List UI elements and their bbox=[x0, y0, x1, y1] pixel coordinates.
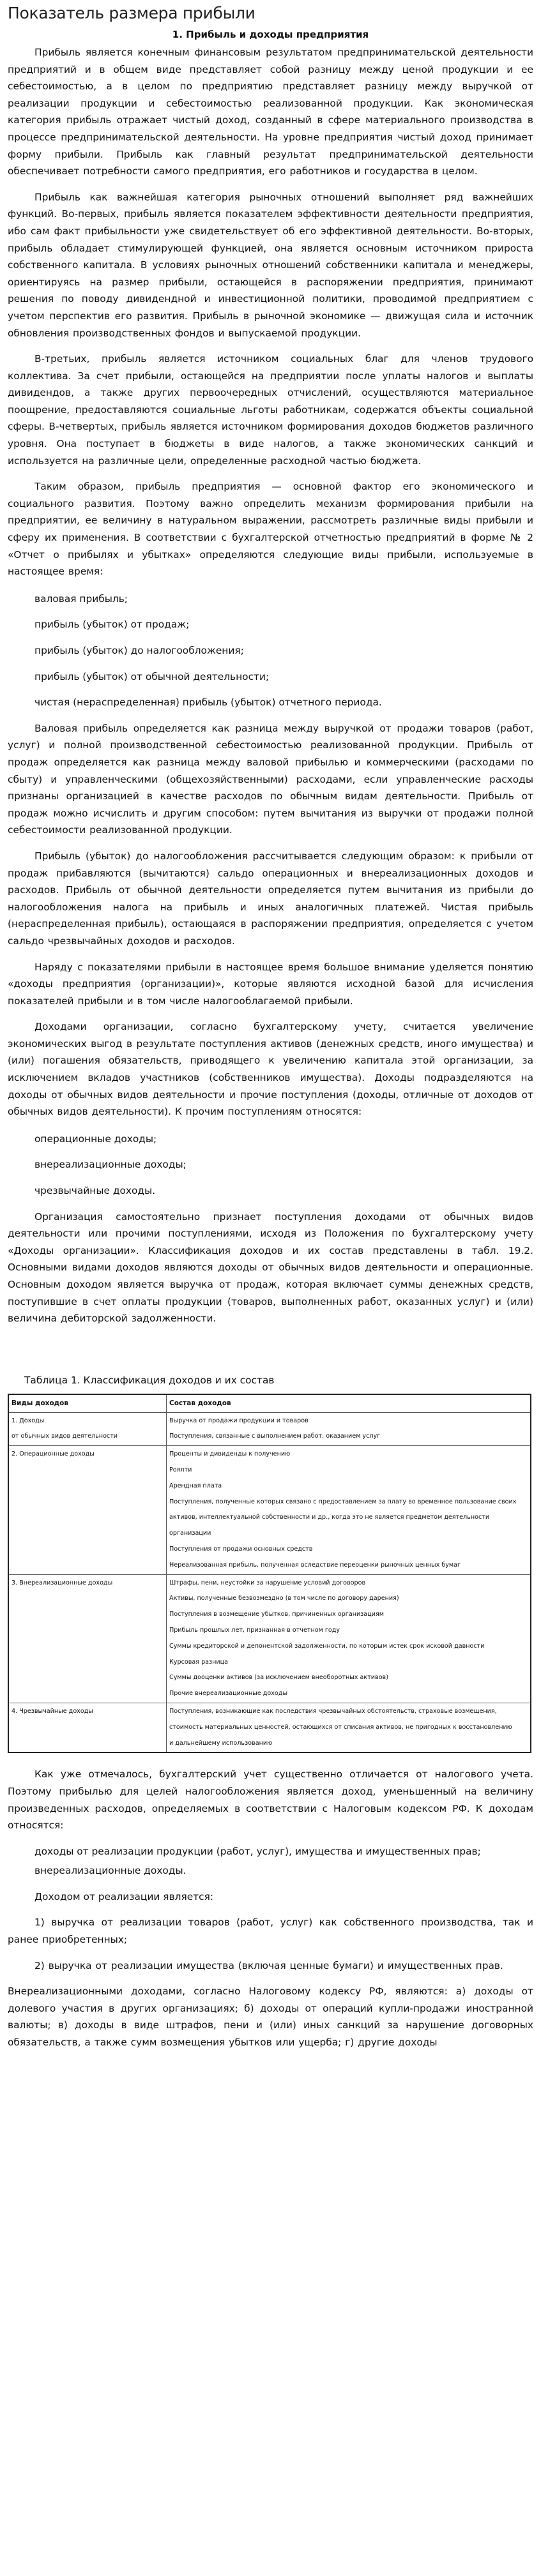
paragraph: Прибыль (убыток) до налогообложения рассчитывается следующим образом: к прибыли от продаж прибавляются (вычитаются) сальдо операционных и внереализационных доходов и расходов. Прибыль от обычной деятельности определяется путем вычитания из прибыли до налогообложения налога на прибыль и иных аналогичных платежей. Чистая прибыль (нераспределенная прибыль), остающаяся в распоряжении предприятия, определяется с учетом сальдо чрезвычайных доходов и расходов. bbox=[8, 850, 533, 947]
column-header: Виды доходов bbox=[8, 1394, 167, 1412]
list-item: внереализационные доходы. bbox=[34, 1865, 187, 1877]
table-row bbox=[8, 1574, 531, 1703]
cell-text: Поступления от продажи основных средств bbox=[169, 1545, 313, 1553]
table-caption: Таблица 1. Классификация доходов и их состав bbox=[24, 1374, 275, 1386]
income-type-cell bbox=[8, 1412, 167, 1446]
paragraph: Прибыль как важнейшая категория рыночных отношений выполняет ряд важнейших функций. Во-первых, прибыль является показателем эффективности деятельности предприятия, ибо сам факт прибыльности уже свидетельствует об его эффективной деятельности. Во-вторых, прибыль обладает стимулирующей функцией, она является основным источником прироста собственного капитала. В условиях рыночных отношений собственники капитала и менеджеры, ориентируясь на размер прибыли, остающейся в распоряжении предприятия, принимают решения по поводу дивидендной и инвестиционной политики, проводимой предприятием с учетом перспектив его развития. Прибыль в рыночной экономике — движущая сила и источник обновления производственных фондов и выпускаемой продукции. bbox=[8, 191, 533, 339]
cell-text: и дальнейшему использованию bbox=[169, 1739, 273, 1747]
income-classification-table bbox=[8, 1394, 531, 1754]
section-title: 1. Прибыль и доходы предприятия bbox=[172, 29, 369, 40]
cell-text: Поступления, возникающие как последствия чрезвычайных обстоятельств, страховые возмещения, стоимость материальных ценностей, остающихся от списания активов, не пригодных к восстановлению bbox=[169, 1707, 512, 1731]
subheading: Доходом от реализации является: bbox=[34, 1890, 214, 1902]
list-item: внереализационные доходы; bbox=[34, 1159, 187, 1171]
income-content-cell bbox=[167, 1703, 531, 1752]
cell-text: от обычных видов деятельности bbox=[11, 1433, 118, 1440]
cell-text: Активы, полученные безвозмездно (в том числе по договору дарения) bbox=[169, 1595, 399, 1602]
cell-text: 1. Доходы bbox=[11, 1417, 45, 1424]
paragraph: Организация самостоятельно признает поступления доходами от обычных видов деятельности или прочими поступлениями, исходя из Положения по бухгалтерскому учету «Доходы организации». Классификация доходов и их состав представлены в табл. 19.2. Основными видами доходов являются доходы от обычных видов деятельности и операционные. Основным доходом является выручка от продаж, которая включает суммы денежных средств, поступившие в счет оплаты продукции (товаров, выполненных работ, оказанных услуг) и (или) величина дебиторской задолженности. bbox=[8, 1210, 533, 1325]
table-row bbox=[8, 1703, 531, 1752]
income-content-cell bbox=[167, 1446, 531, 1574]
cell-text: Суммы кредиторской и депонентской задолженности, по которым истек срок исковой давности bbox=[169, 1642, 485, 1650]
income-content-cell bbox=[167, 1574, 531, 1703]
paragraph: Внереализационными доходами, согласно Налоговому кодексу РФ, являются: а) доходы от долевого участия в других организациях; б) доходы от операций купли-продажи иностранной валюты; в) доходы в виде штрафов, пени и (или) иных санкций за нарушение договорных обязательств, а также сумм возмещения убытков или ущерба; г) другие доходы bbox=[8, 1985, 533, 2049]
income-type-cell bbox=[8, 1703, 167, 1752]
list-item: операционные доходы; bbox=[34, 1133, 157, 1145]
list-item: 2) выручка от реализации имущества (включая ценные бумаги) и имущественных прав. bbox=[34, 1959, 503, 1971]
table-row bbox=[8, 1412, 531, 1446]
paragraph: Наряду с показателями прибыли в настоящее время большое внимание уделяется понятию «доходы предприятия (организации)», которые являются исходной базой для исчисления показателей прибыли и в том числе налогооблагаемой прибыли. bbox=[8, 961, 533, 1007]
document-page bbox=[8, 0, 533, 2051]
income-content-cell bbox=[167, 1412, 531, 1446]
paragraph: Таким образом, прибыль предприятия — основной фактор его экономического и социального развития. Поэтому важно определить механизм формирования прибыли на предприятии, ее величину в натуральном выражении, рассмотреть различные виды прибыли и сферу их применения. В соответствии с бухгалтерской отчетностью предприятий в форме № 2 «Отчет о прибылях и убытках» определяются следующие виды прибыли, используемые в настоящее время: bbox=[8, 481, 533, 578]
paragraph: Прибыль является конечным финансовым результатом предпринимательской деятельности предприятий и в общем виде представляет собой разницу между ценой продукции и ее себестоимостью, а в целом по предприятию представляет разницу между выручкой от реализации продукции и себестоимостью реализованной продукции. Как экономическая категория прибыль отражает чистый доход, созданный в сфере материального производства в процессе предпринимательской деятельности. На уровне предприятия чистый доход принимает форму прибыли. Прибыль как главный результат предпринимательской деятельности обеспечивает потребности самого предприятия, его работников и государства в целом. bbox=[8, 47, 533, 177]
cell-text: Прочие внереализационные доходы bbox=[169, 1690, 288, 1698]
cell-text: 4. Чрезвычайные доходы bbox=[11, 1707, 93, 1715]
cell-text: 2. Операционные доходы bbox=[11, 1450, 95, 1458]
list-item: чрезвычайные доходы. bbox=[34, 1185, 156, 1197]
list-item: чистая (нераспределенная) прибыль (убыток) отчетного периода. bbox=[34, 697, 382, 709]
cell-text: Курсовая разница bbox=[169, 1658, 229, 1666]
cell-text: Поступления, полученные которых связано с предоставлением за плату во временное пользование своих активов, интеллектуальной собственности и др., когда это не является предметом деятельности организации bbox=[169, 1498, 517, 1537]
cell-text: Проценты и дивиденды к получению bbox=[169, 1450, 291, 1458]
paragraph: Как уже отмечалось, бухгалтерский учет существенно отличается от налогового учета. Поэтому прибылью для целей налогообложения является доход, уменьшенный на величину произведенных расходов, определяемых в соответствии с Налоговым кодексом РФ. К доходам относятся: bbox=[8, 1768, 533, 1832]
table-body bbox=[8, 1412, 531, 1752]
cell-text: 3. Внереализационные доходы bbox=[11, 1579, 113, 1586]
cell-text: Арендная плата bbox=[169, 1482, 222, 1489]
column-header: Состав доходов bbox=[167, 1394, 531, 1412]
cell-text: Прибыль прошлых лет, признанная в отчетном году bbox=[169, 1626, 340, 1634]
cell-text: Роялти bbox=[169, 1466, 192, 1473]
paragraph: Доходами организации, согласно бухгалтерскому учету, считается увеличение экономических выгод в результате поступления активов (денежных средств, иного имущества) и (или) погашения обязательств, приводящего к увеличению капитала этой организации, за исключением вкладов участников (собственников имущества). Доходы подразделяются на доходы от обычных видов деятельности и прочие поступления (доходы, отличные от доходов от обычных видов деятельности). К прочим поступлениям относятся: bbox=[8, 1021, 533, 1118]
list-item: 1) выручка от реализации товаров (работ, услуг) как собственного производства, так и ранее приобретенных; bbox=[8, 1917, 533, 1946]
cell-text: Поступления, связанные с выполнением работ, оказанием услуг bbox=[169, 1433, 381, 1440]
list-item: прибыль (убыток) до налогообложения; bbox=[34, 645, 244, 656]
cell-text: Нереализованная прибыль, полученная вследствие переоценки рыночных ценных бумаг bbox=[169, 1561, 461, 1569]
cell-text: Поступления в возмещение убытков, причиненных организациям bbox=[169, 1611, 384, 1618]
cell-text: Штрафы, пени, неустойки за нарушение условий договоров bbox=[169, 1579, 366, 1586]
list-item: прибыль (убыток) от продаж; bbox=[34, 619, 190, 631]
list-item: доходы от реализации продукции (работ, услуг), имущества и имущественных прав; bbox=[34, 1845, 481, 1857]
document-title: Показатель размера прибыли bbox=[8, 4, 255, 22]
list-item: прибыль (убыток) от обычной деятельности; bbox=[34, 670, 270, 682]
paragraph: В-третьих, прибыль является источником социальных благ для членов трудового коллектива. За счет прибыли, остающейся на предприятии после уплаты налогов и выплаты дивидендов, а также других первоочередных отчислений, осуществляются материальное поощрение, предоставляются социальные льготы работникам, содержатся объекты социальной сферы. В-четвертых, прибыль является источником формирования доходов бюджетов различного уровня. Она поступает в бюджеты в виде налогов, а также экономических санкций и используется на различные цели, определенные расходной частью бюджета. bbox=[8, 353, 533, 467]
list-item: валовая прибыль; bbox=[34, 592, 128, 605]
paragraph: Валовая прибыль определяется как разница между выручкой от продажи товаров (работ, услуг) и полной производственной себестоимостью реализованной продукции. Прибыль от продаж определяется как разница между валовой прибылью и коммерческими (расходами по сбыту) и управленческими (общехозяйственными) расходами, если управленческие расходы признаны организацией в качестве расходов по обычным видам деятельности. Прибыль от продаж можно исчислить и другим способом: путем вычитания из выручки от продажи полной себестоимости реализованной продукции. bbox=[8, 722, 533, 836]
table-header-row bbox=[8, 1394, 531, 1412]
income-type-cell bbox=[8, 1446, 167, 1574]
income-type-cell bbox=[8, 1574, 167, 1703]
table-row bbox=[8, 1446, 531, 1574]
cell-text: Суммы дооценки активов (за исключением внеоборотных активов) bbox=[169, 1674, 388, 1682]
cell-text: Выручка от продажи продукции и товаров bbox=[169, 1417, 309, 1424]
